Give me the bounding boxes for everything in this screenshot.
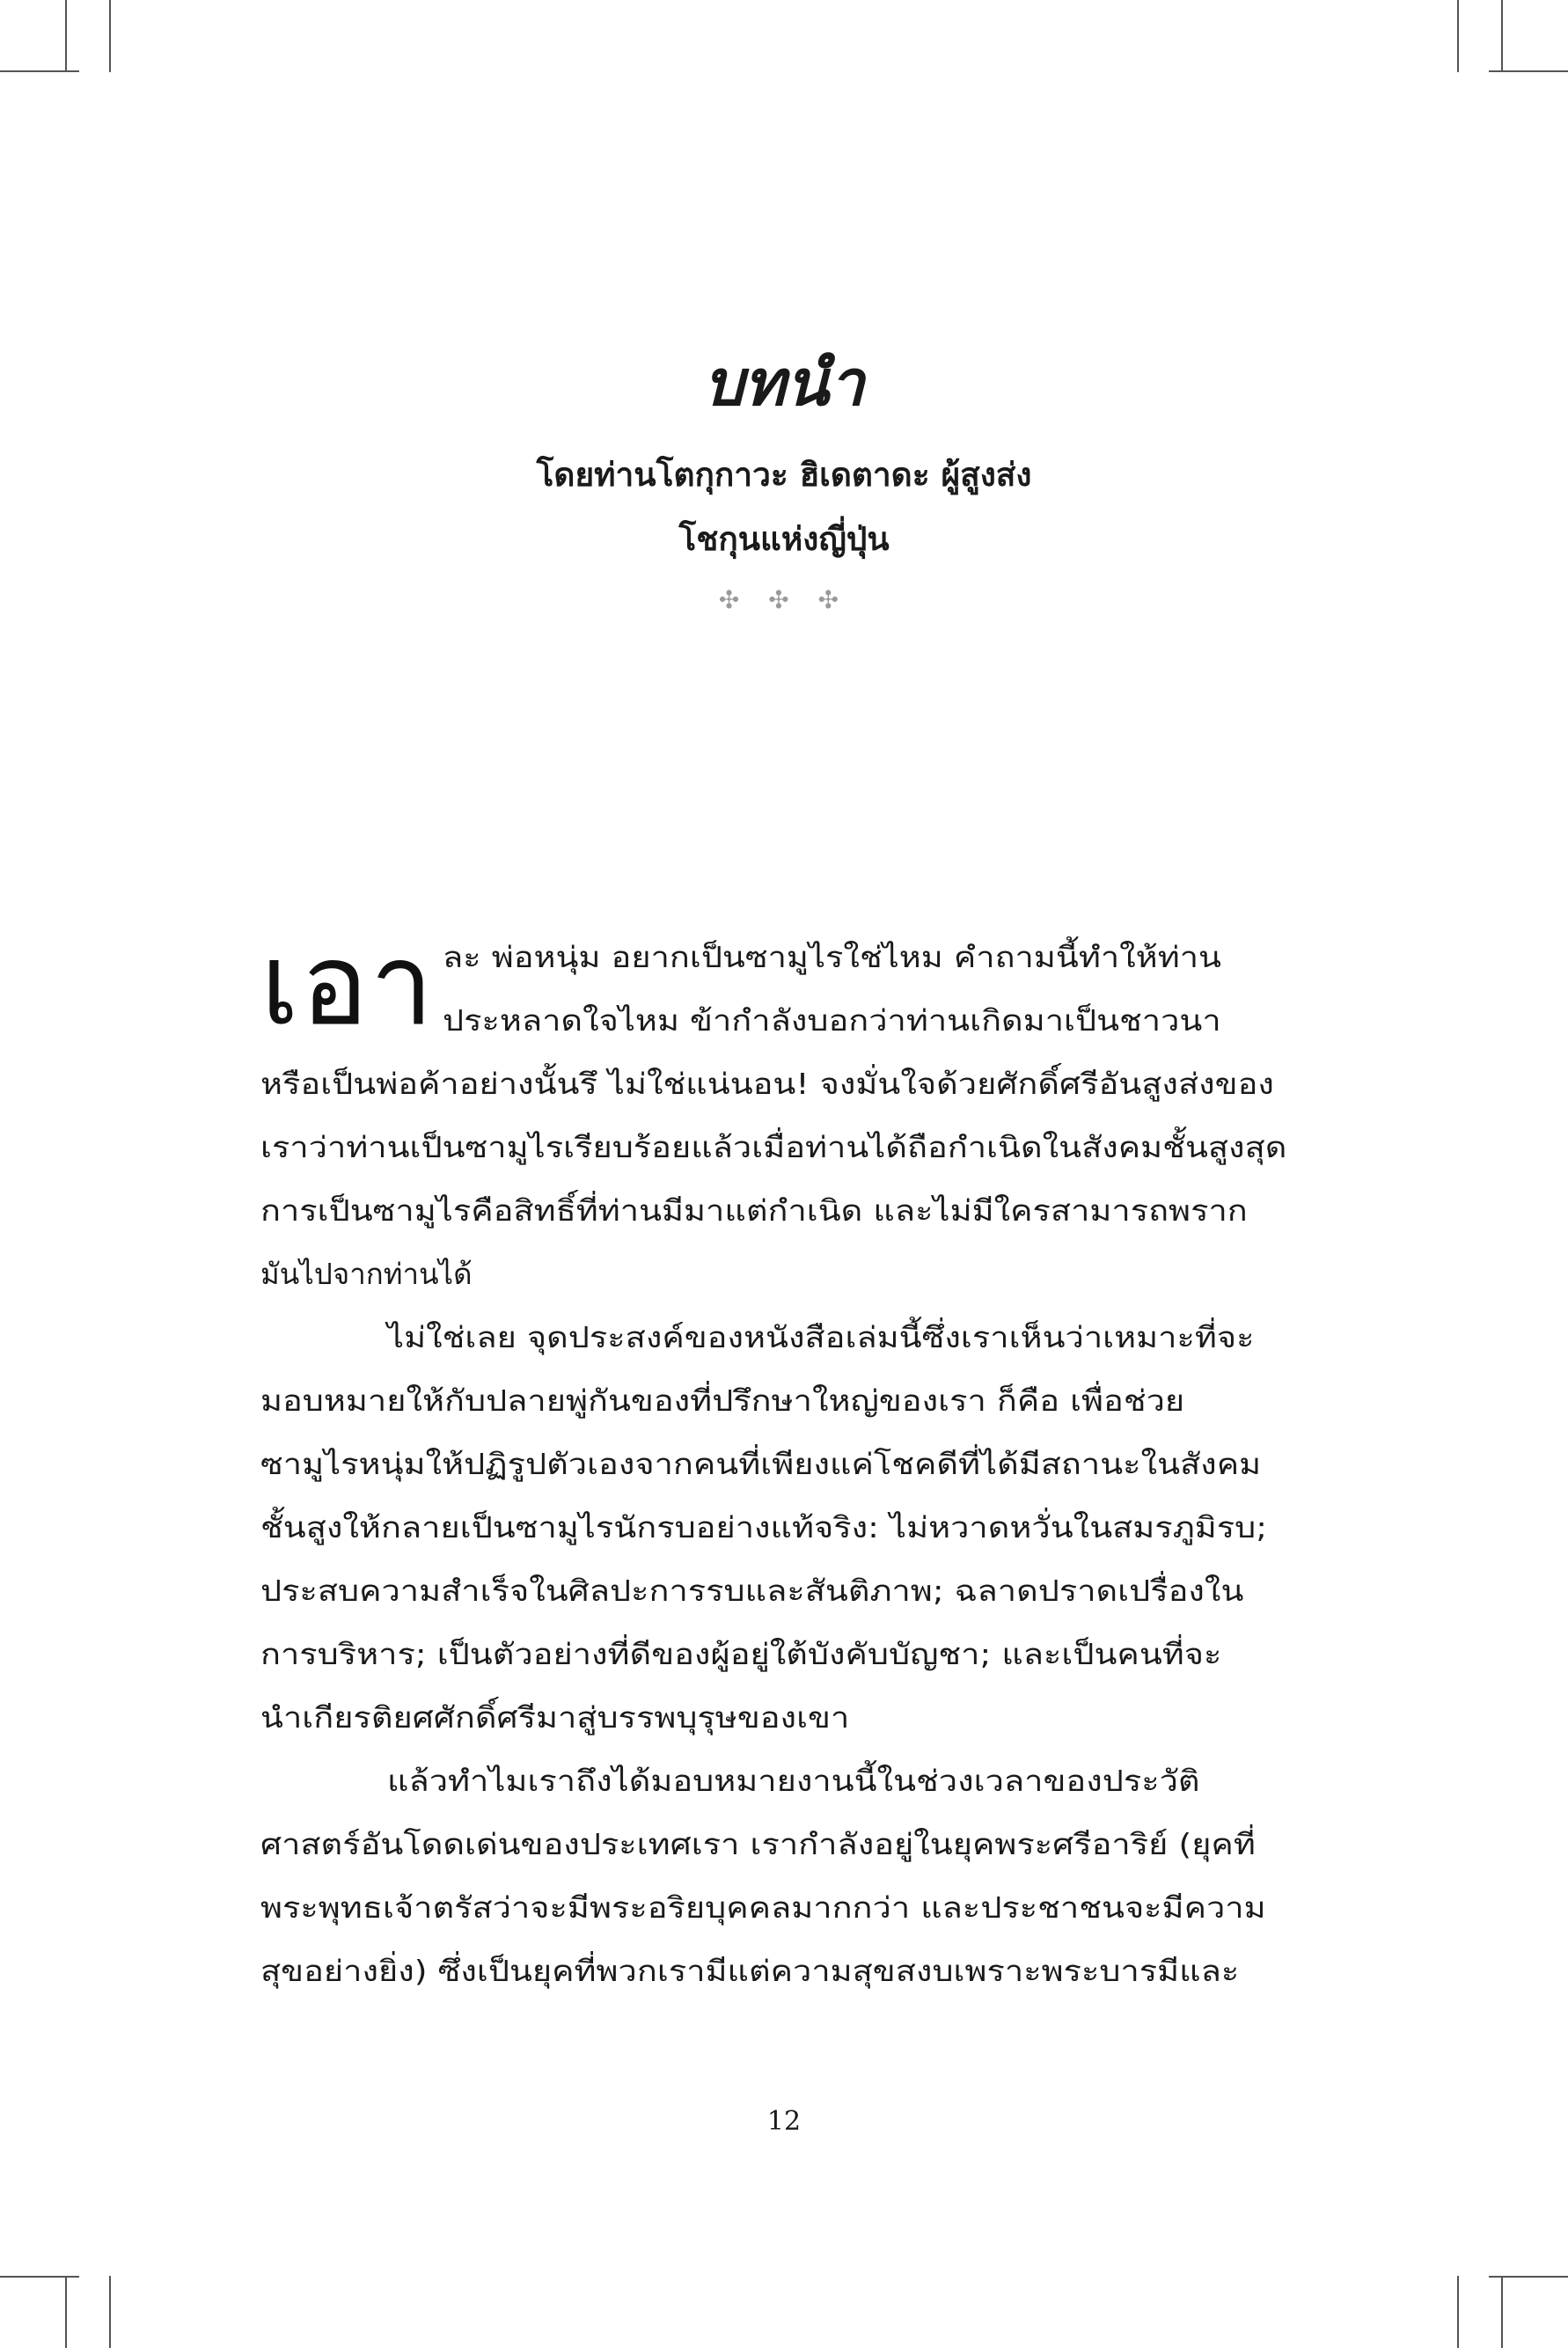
body-line: แล้วทำไมเราถึงได้มอบหมายงานนี้ในช่วงเวลาของประวัติ <box>387 1764 1200 1798</box>
crop-mark <box>1501 2276 1503 2348</box>
crop-mark <box>0 70 79 72</box>
crop-mark <box>109 0 111 72</box>
body-line: สุขอย่างยิ่ง) ซึ่งเป็นยุคที่พวกเรามีแต่ความสุขสงบเพราะพระบารมีและ <box>260 1954 1240 1988</box>
crop-mark <box>1501 0 1503 72</box>
body-line: ละ พ่อหนุ่ม อยากเป็นซามูไรใช่ไหม คำถามนี้ทำให้ท่าน <box>443 940 1221 974</box>
body-line: ไม่ใช่เลย จุดประสงค์ของหนังสือเล่มนี้ซึ่งเราเห็นว่าเหมาะที่จะ <box>387 1320 1255 1354</box>
drop-cap: เอา <box>260 920 436 1051</box>
body-line: ชั้นสูงให้กลายเป็นซามูไรนักรบอย่างแท้จริง: ไม่หวาดหวั่นในสมรภูมิรบ; <box>260 1510 1267 1545</box>
crop-mark <box>0 2276 79 2278</box>
body-line: การบริหาร; เป็นตัวอย่างที่ดีของผู้อยู่ใต้บังคับบัญชา; และเป็นคนที่จะ <box>260 1637 1222 1671</box>
body-line: ประสบความสำเร็จในศิลปะการรบและสันติภาพ; ฉลาดปราดเปรื่องใน <box>260 1574 1244 1608</box>
crop-mark <box>1489 2276 1568 2278</box>
crop-mark <box>1457 0 1459 72</box>
crop-mark <box>1489 70 1568 72</box>
crop-mark <box>1457 2276 1459 2348</box>
crop-mark <box>65 2276 67 2348</box>
crop-mark <box>109 2276 111 2348</box>
chapter-subtitle-line-1: โดยท่านโตกุกาวะ ฮิเดตาดะ ผู้สูงส่ง <box>536 456 1032 494</box>
body-line: พระพุทธเจ้าตรัสว่าจะมีพระอริยบุคคลมากกว่า และประชาชนจะมีความ <box>260 1890 1266 1925</box>
body-line: ศาสตร์อันโดดเด่นของประเทศเรา เรากำลังอยู่ในยุคพระศรีอาริย์ (ยุคที่ <box>260 1827 1256 1861</box>
body-line: มันไปจากท่านได้ <box>260 1257 473 1291</box>
ornament-divider: ✣ ✣ ✣ <box>718 585 850 614</box>
body-line: การเป็นซามูไรคือสิทธิ์ที่ท่านมีมาแต่กำเนิด และไม่มีใครสามารถพราก <box>260 1193 1248 1228</box>
body-line: ซามูไรหนุ่มให้ปฏิรูปตัวเองจากคนที่เพียงแค่โชคดีที่ได้มีสถานะในสังคม <box>260 1447 1262 1481</box>
page-number: 12 <box>766 2106 802 2137</box>
chapter-title: บทนำ <box>703 345 865 420</box>
body-line: ประหลาดใจไหม ข้ากำลังบอกว่าท่านเกิดมาเป็นชาวนา <box>443 1003 1221 1038</box>
body-line: เราว่าท่านเป็นซามูไรเรียบร้อยแล้วเมื่อท่านได้ถือกำเนิดในสังคมชั้นสูงสุด <box>260 1130 1287 1164</box>
chapter-subtitle-line-2: โชกุนแห่งญี่ปุ่น <box>678 520 890 558</box>
body-line: นำเกียรติยศศักดิ์ศรีมาสู่บรรพบุรุษของเขา <box>260 1700 850 1735</box>
crop-mark <box>65 0 67 72</box>
body-line: หรือเป็นพ่อค้าอย่างนั้นรึ ไม่ใช่แน่นอน! จงมั่นใจด้วยศักดิ์ศรีอันสูงส่งของ <box>260 1067 1274 1101</box>
body-line: มอบหมายให้กับปลายพู่กันของที่ปรึกษาใหญ่ของเรา ก็คือ เพื่อช่วย <box>260 1383 1185 1418</box>
